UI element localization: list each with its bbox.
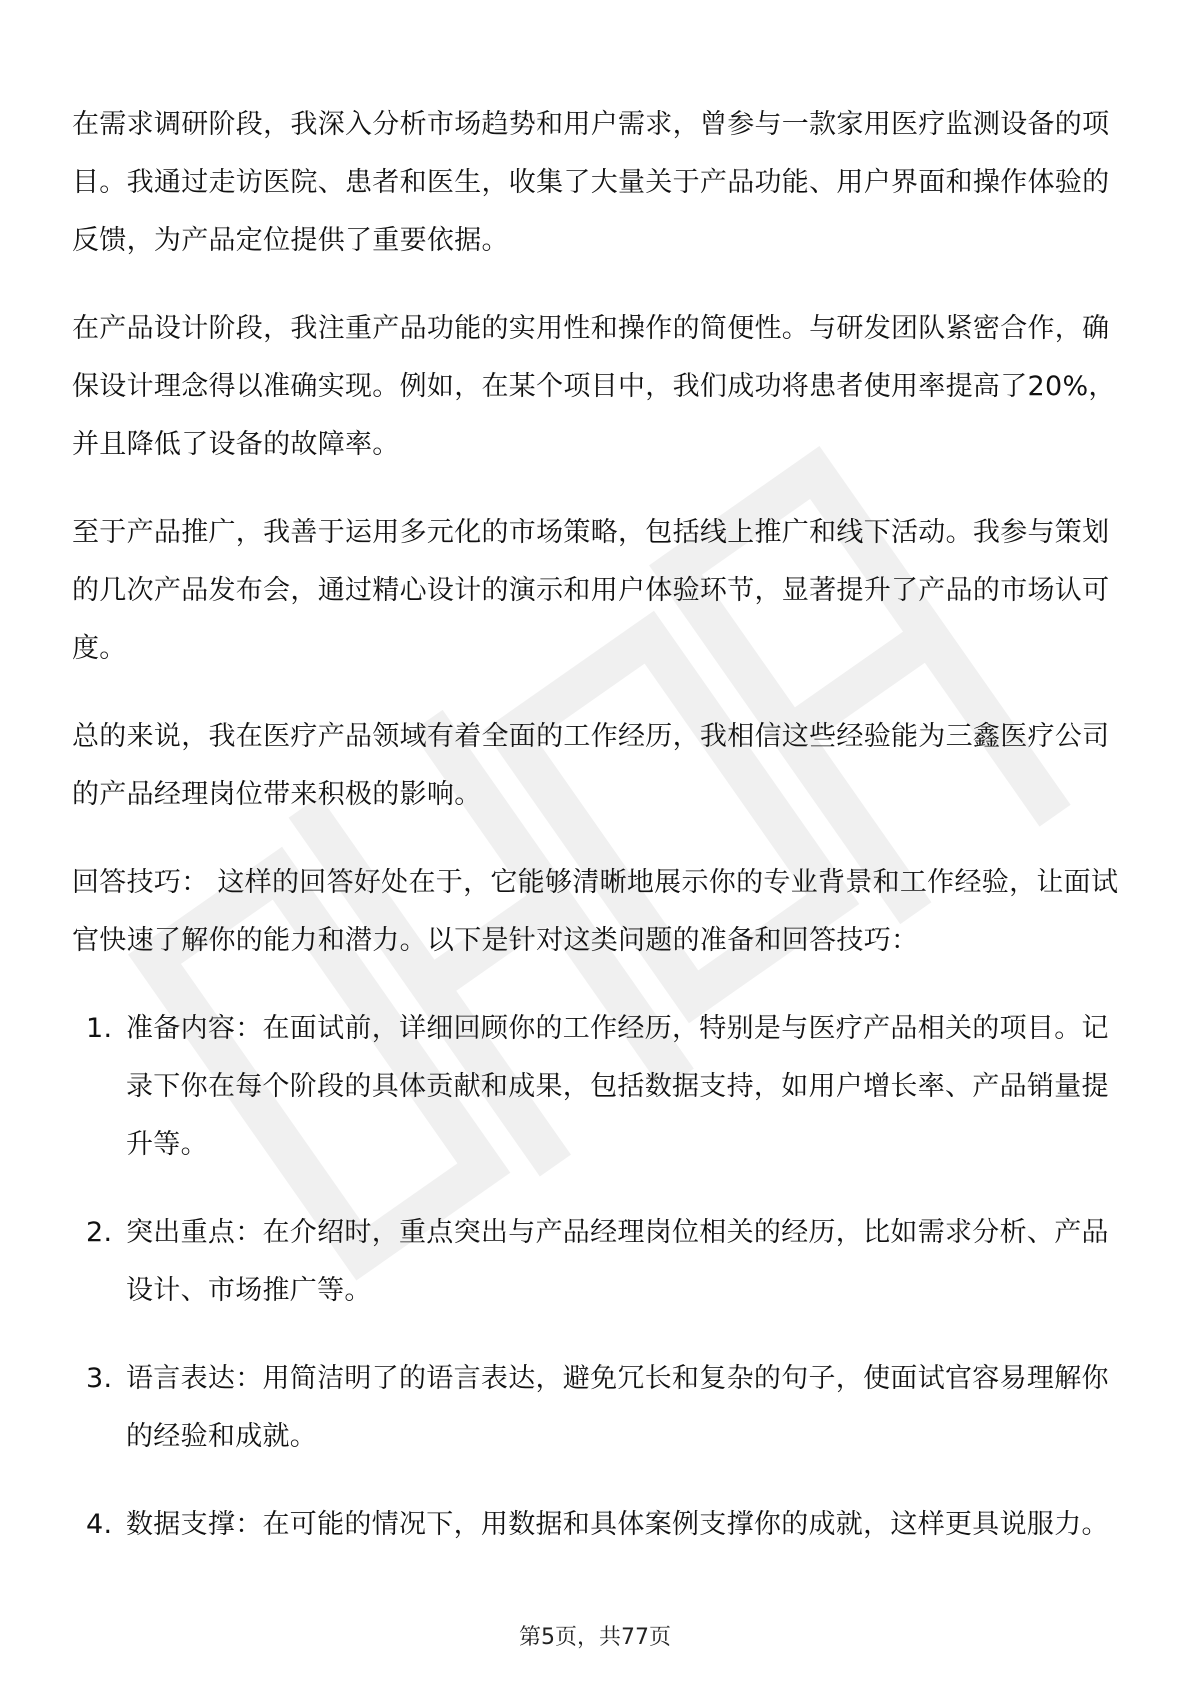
- tip-item: [72, 1350, 1122, 1466]
- document-body: [72, 96, 1122, 1584]
- tip-item: [72, 1496, 1122, 1554]
- paragraph-answer-tips-intro: 回答技巧： 这样的回答好处在于，它能够清晰地展示你的专业背景和工作经验，让面试官快速了解你的能力和潜力。以下是针对这类问题的准备和回答技巧：: [72, 867, 1119, 956]
- tip-number: 4.: [86, 1509, 113, 1540]
- tip-text: 准备内容：在面试前，详细回顾你的工作经历，特别是与医疗产品相关的项目。记录下你在每个阶段的具体贡献和成果，包括数据支持，如用户增长率、产品销量提升等。: [126, 1013, 1109, 1160]
- tip-number: 2.: [86, 1217, 113, 1248]
- tip-item: [72, 1204, 1122, 1320]
- page-footer: 第5页，共77页: [519, 1625, 671, 1650]
- tip-number: 3.: [86, 1363, 113, 1394]
- tip-text: 数据支撑：在可能的情况下，用数据和具体案例支撑你的成就，这样更具说服力。: [126, 1509, 1109, 1540]
- tip-text: 语言表达：用简洁明了的语言表达，避免冗长和复杂的句子，使面试官容易理解你的经验和成就。: [126, 1363, 1109, 1452]
- tips-list: [72, 1000, 1122, 1554]
- paragraph-requirements-research: 在需求调研阶段，我深入分析市场趋势和用户需求，曾参与一款家用医疗监测设备的项目。我通过走访医院、患者和医生，收集了大量关于产品功能、用户界面和操作体验的反馈，为产品定位提供了重要依据。: [72, 109, 1110, 256]
- paragraph-product-design: 在产品设计阶段，我注重产品功能的实用性和操作的简便性。与研发团队紧密合作，确保设计理念得以准确实现。例如，在某个项目中，我们成功将患者使用率提高了20%，并且降低了设备的故障率。: [72, 313, 1116, 460]
- tip-text: 突出重点：在介绍时，重点突出与产品经理岗位相关的经历，比如需求分析、产品设计、市场推广等。: [126, 1217, 1109, 1306]
- tip-number: 1.: [86, 1013, 113, 1044]
- paragraph-summary: 总的来说，我在医疗产品领域有着全面的工作经历，我相信这些经验能为三鑫医疗公司的产品经理岗位带来积极的影响。: [72, 721, 1110, 810]
- tip-item: [72, 1000, 1122, 1174]
- paragraph-product-promotion: 至于产品推广，我善于运用多元化的市场策略，包括线上推广和线下活动。我参与策划的几次产品发布会，通过精心设计的演示和用户体验环节，显著提升了产品的市场认可度。: [72, 517, 1110, 664]
